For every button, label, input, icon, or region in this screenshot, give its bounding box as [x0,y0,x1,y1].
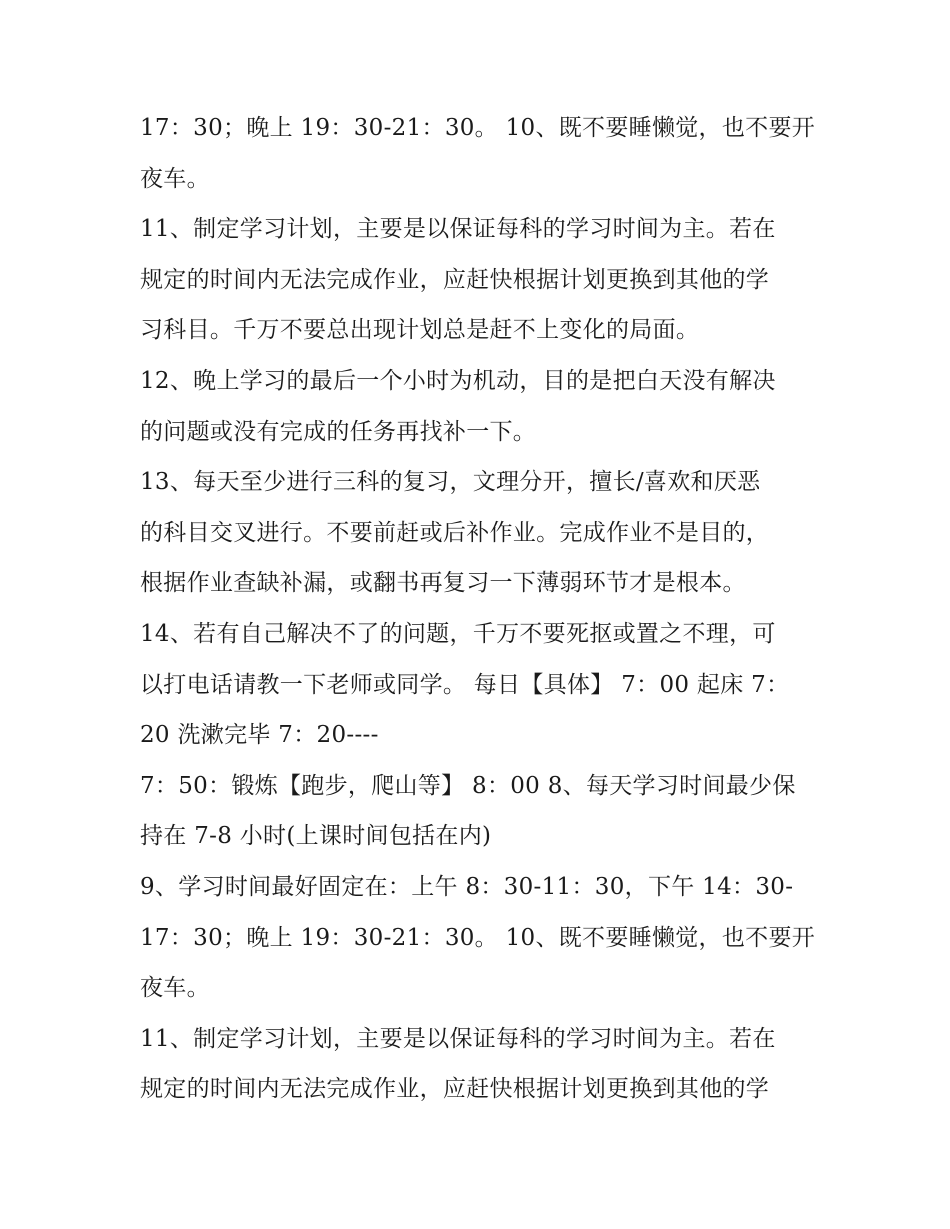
text-line: 的问题或没有完成的任务再找补一下。 [140,418,537,445]
text-line: 11、制定学习计划，主要是以保证每科的学习时间为主。若在 [140,1025,776,1052]
text-line: 以打电话请教一下老师或同学。 每日【具体】 7：00 起床 7： [140,671,790,698]
text-line: 7：50：锻炼【跑步，爬山等】 8：00 8、每天学习时间最少保 [140,772,796,799]
text-line: 夜车。 [140,975,210,1002]
text-line: 12、晚上学习的最后一个小时为机动，目的是把白天没有解决 [140,367,776,394]
text-line: 习科目。千万不要总出现计划总是赶不上变化的局面。 [140,317,700,344]
text-line: 规定的时间内无法完成作业，应赶快根据计划更换到其他的学 [140,266,770,293]
text-line: 的科目交叉进行。不要前赶或后补作业。完成作业不是目的， [140,519,770,546]
body-text [140,103,820,1115]
text-line: 持在 7-8 小时(上课时间包括在内) [140,823,492,850]
text-line: 9、学习时间最好固定在：上午 8：30-11：30，下午 14：30- [140,873,794,900]
text-line: 20 洗漱完毕 7：20---- [140,722,379,749]
text-line: 17：30；晚上 19：30-21：30。 10、既不要睡懒觉，也不要开 [140,924,816,951]
text-line: 14、若有自己解决不了的问题，千万不要死抠或置之不理，可 [140,620,776,647]
text-line: 根据作业查缺补漏，或翻书再复习一下薄弱环节才是根本。 [140,570,746,597]
text-line: 17：30；晚上 19：30-21：30。 10、既不要睡懒觉，也不要开 [140,115,816,141]
text-line: 11、制定学习计划，主要是以保证每科的学习时间为主。若在 [140,216,776,243]
text-line: 夜车。 [140,165,210,192]
text-line: 规定的时间内无法完成作业，应赶快根据计划更换到其他的学 [140,1076,770,1103]
text-line: 13、每天至少进行三科的复习，文理分开，擅长/喜欢和厌恶 [140,469,761,496]
